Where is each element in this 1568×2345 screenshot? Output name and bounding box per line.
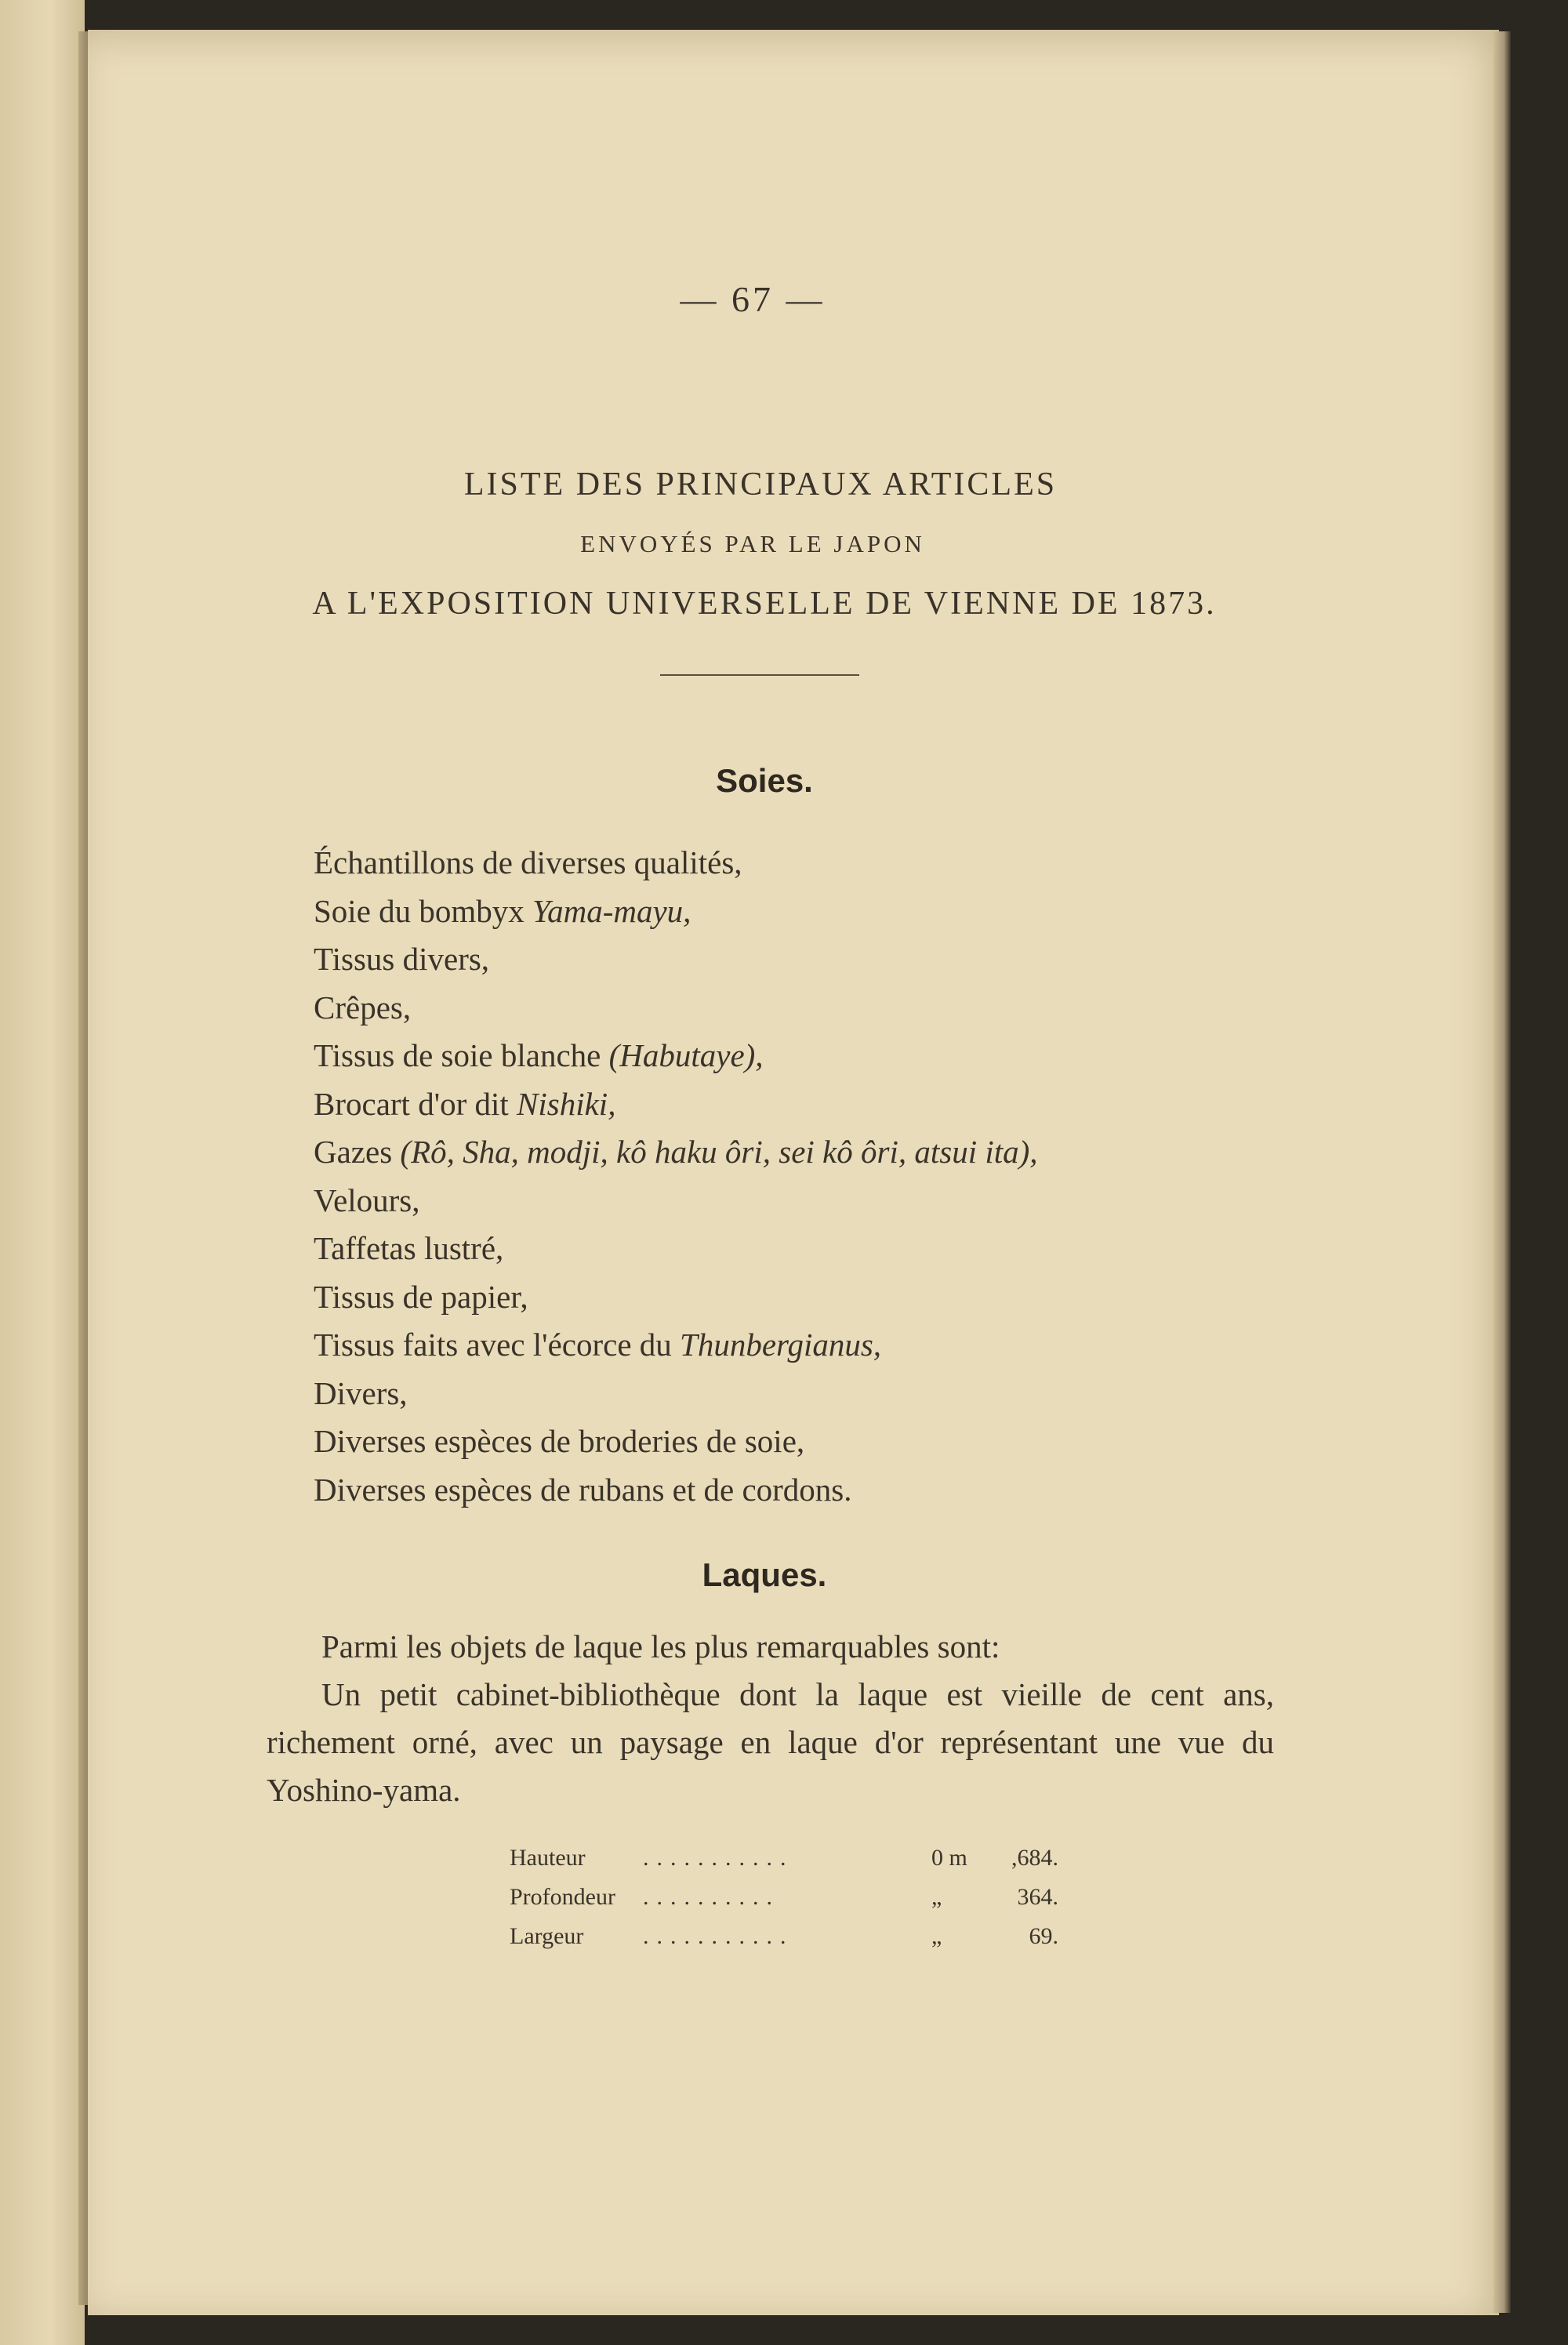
title-divider	[660, 674, 859, 676]
page-edge-shadow	[1494, 31, 1511, 2313]
page-number: — 67 —	[680, 279, 826, 319]
list-item: Tissus de soie blanche (Habutaye),	[314, 1037, 764, 1073]
list-item: Diverses espèces de rubans et de cordons.	[314, 1471, 852, 1508]
dimension-label: Hauteur	[510, 1845, 586, 1871]
leader-dots: ...........	[643, 1845, 794, 1871]
laques-intro: Parmi les objets de laque les plus remarquables sont:	[321, 1628, 1000, 1664]
list-item: Taffetas lustré,	[314, 1230, 504, 1266]
dimension-value: ,684.	[1011, 1845, 1058, 1871]
dimension-unit: „	[931, 1923, 942, 1949]
section-heading-soies: Soies.	[716, 762, 813, 799]
dimension-row	[510, 1839, 1058, 1878]
list-item: Échantillons de diverses qualités,	[314, 844, 742, 880]
list-item: Gazes (Rô, Sha, modji, kô haku ôri, sei kô ôri, atsui ita),	[314, 1134, 1038, 1170]
dimension-label: Profondeur	[510, 1884, 615, 1910]
list-item: Crêpes,	[314, 989, 412, 1025]
dimensions-table	[510, 1839, 1058, 1956]
dimension-value: 364.	[1017, 1884, 1058, 1910]
dimension-unit: 0 m	[931, 1845, 967, 1871]
list-item: Diverses espèces de broderies de soie,	[314, 1423, 805, 1459]
soies-list	[314, 839, 1038, 1514]
list-item: Brocart d'or dit Nishiki,	[314, 1085, 616, 1122]
dimension-row	[510, 1917, 1058, 1956]
leader-dots: ..........	[643, 1884, 780, 1910]
list-item: Tissus de papier,	[314, 1278, 528, 1315]
dimension-label: Largeur	[510, 1923, 584, 1949]
section-heading-laques: Laques.	[702, 1556, 827, 1593]
laques-description: Un petit cabinet-bibliothèque dont la laque est vieille de cent ans, richement orné, avec un paysage en laque d'or représentant une vue du Yoshino-yama.	[267, 1676, 1274, 1808]
dimension-unit: „	[931, 1884, 942, 1910]
list-item: Divers,	[314, 1374, 408, 1411]
dimension-value: 69.	[1029, 1923, 1058, 1949]
facing-page-edge	[0, 0, 85, 2345]
leader-dots: ...........	[643, 1923, 794, 1949]
title-line-1: LISTE DES PRINCIPAUX ARTICLES	[463, 466, 1058, 503]
list-item: Velours,	[314, 1182, 420, 1218]
title-line-2: ENVOYÉS PAR LE JAPON	[580, 530, 925, 557]
list-item: Tissus faits avec l'écorce du Thunbergianus,	[314, 1327, 882, 1363]
title-line-3: A L'EXPOSITION UNIVERSELLE DE VIENNE DE 1873.	[312, 586, 1217, 622]
list-item: Tissus divers,	[314, 941, 490, 977]
list-item: Soie du bombyx Yama-mayu,	[314, 892, 691, 929]
dimension-row	[510, 1878, 1058, 1917]
